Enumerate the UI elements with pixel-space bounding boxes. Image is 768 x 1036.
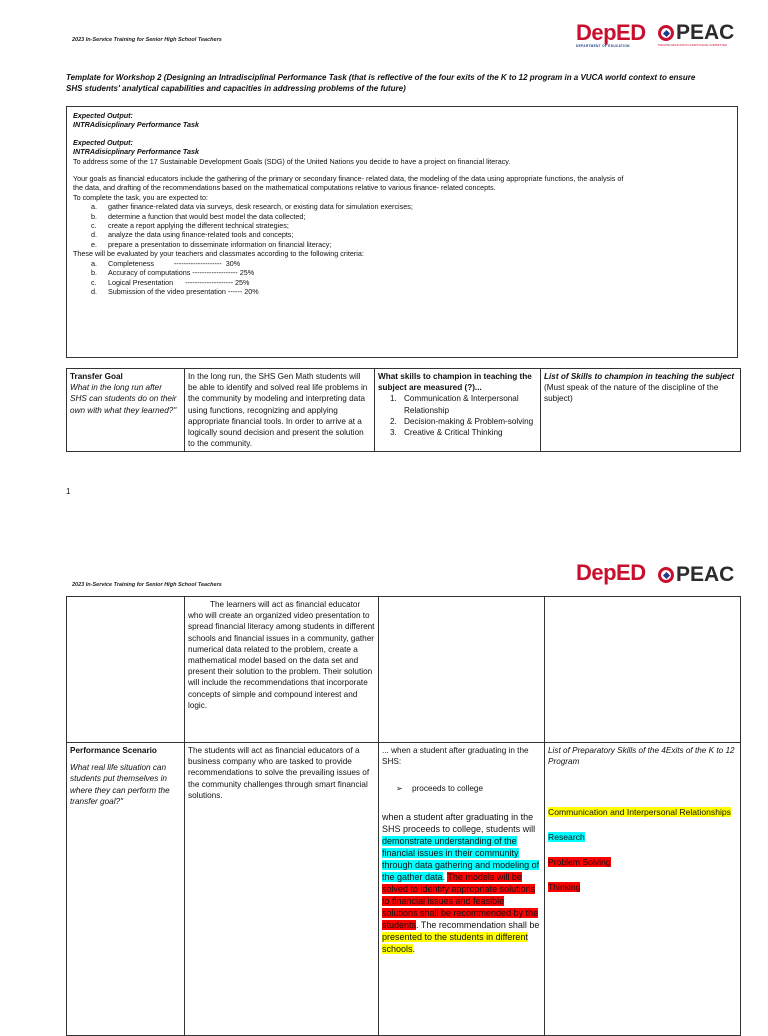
template-title-line1: Template for Workshop 2 (Designing an Intradisciplinal Performance Task (that is reflective of the four exits of the K to 12 program in a VUCA world context to ensure	[66, 73, 696, 82]
empty-cell	[379, 597, 545, 743]
peac-logo-text: PEAC	[676, 563, 735, 586]
performance-scenario-cell	[67, 743, 185, 1036]
table-row	[67, 743, 741, 1036]
list-item: a. gather finance-related data via surveys, desk research, or existing data for simulation exercises;	[91, 202, 413, 212]
expected-output-box	[66, 106, 738, 358]
list-item: b. determine a function that would best model the data collected;	[91, 211, 306, 221]
skills-list	[378, 393, 537, 438]
deped-logo-page2	[576, 562, 646, 584]
transfer-goal-answer: In the long run, the SHS Gen Math students will be able to identify and solved real life problems in the community by modeling and interpreting data using functions, recognizing and applying appropriate financial tools. In order to arrive at a logically sound decision and present the solution to the community.	[188, 372, 368, 449]
scenario-text: The students will act as financial educators of a business company who are tasked to provide recommendations to solve the prevailing issues of the community challenges through smart financial solutions.	[188, 746, 370, 800]
list-item: c. create a report applying the different technical strategies;	[91, 221, 289, 231]
header-title: 2023 In-Service Training for Senior High School Teachers	[72, 37, 222, 43]
task-list	[73, 202, 731, 249]
skills-measured-cell	[375, 369, 541, 452]
deped-logo-text: DepED	[576, 20, 646, 45]
table-row	[67, 597, 741, 743]
expected-output-label-2: Expected Output:	[73, 137, 133, 147]
list-item: d. Submission of the video presentation ------ 20%	[91, 286, 259, 296]
performance-scenario-question: What real life situation can students put themselves in where they can perform the transfer goal?"	[70, 763, 170, 806]
peac-logo	[658, 22, 734, 47]
exit-bullet: proceeds to college	[412, 784, 484, 794]
peac-emblem-icon	[658, 567, 674, 583]
peac-logo-page2	[658, 564, 734, 585]
skills-champion-cell	[541, 369, 741, 452]
preparatory-skills-title: List of Preparatory Skills of the 4Exits of the K to 12 Program	[548, 746, 735, 767]
exit-paragraph: when a student after graduating in the SHS proceeds to college, students will demonstrate understanding of the financial issues in their community through data gathering and modeling of the gather data. The models will be solved to identify appropriate solutions to financial issues and feasible solutions shall be recommended by the students. The recommendation shall be presented to the students in different schools.	[382, 811, 540, 954]
list-item: 2. Decision-making & Problem-solving	[390, 416, 534, 426]
header-title-page2: 2023 In-Service Training for Senior High School Teachers	[72, 582, 222, 588]
list-item: d. analyze the data using finance-related tools and concepts;	[91, 230, 294, 240]
preparatory-skills-list	[548, 807, 737, 893]
list-item	[396, 783, 541, 794]
expected-output-label: Expected Output:	[73, 111, 133, 120]
skills-measured-title: What skills to champion in teaching the subject are measured (?)...	[378, 372, 532, 393]
expected-output-value: INTRAdisicplinary Performance Task	[73, 120, 199, 130]
criteria-intro: These will be evaluated by your teachers and classmates according to the following criteria:	[73, 249, 364, 259]
peac-logo-text: PEAC	[676, 21, 735, 44]
performance-scenario-title: Performance Scenario	[70, 746, 157, 755]
table-row	[67, 369, 741, 452]
list-item: c. Logical Presentation -------------------- 25%	[91, 277, 250, 287]
list-item: Communication and Interpersonal Relationships	[548, 807, 731, 818]
exit-scenario-cell	[379, 743, 545, 1036]
deped-logo-sub: DEPARTMENT OF EDUCATION	[576, 44, 630, 48]
goals-line2: the data, and drafting of the recommendations based on the mathematical computations relative to various finance- related concepts.	[73, 183, 496, 193]
list-item: b. Accuracy of computations ------------------- 25%	[91, 268, 255, 278]
expected-output-value-2: INTRAdisicplinary Performance Task	[73, 147, 199, 157]
list-item: Research	[548, 832, 585, 843]
list-item: e. prepare a presentation to disseminate information on financial literacy;	[91, 239, 332, 249]
list-item: Problem Solving	[548, 857, 611, 868]
performance-scenario-table	[66, 596, 741, 1036]
preparatory-skills-cell	[545, 743, 741, 1036]
peac-logo-sub: PRIVATE EDUCATION ASSISTANCE COMMITTEE	[658, 43, 727, 47]
skills-champion-title: List of Skills to champion in teaching the subject	[544, 372, 735, 381]
template-title	[66, 72, 746, 94]
empty-cell	[67, 597, 185, 743]
exit-intro: ... when a student after graduating in the SHS:	[382, 746, 529, 767]
arrow-bullet-icon: ➢	[396, 784, 403, 794]
skills-champion-note: (Must speak of the nature of the discipline of the subject)	[544, 383, 719, 404]
list-item: a. Completeness -------------------- 30%	[91, 258, 241, 268]
transfer-goal-title: Transfer Goal	[70, 372, 123, 381]
transfer-goal-question: What in the long run after SHS can students do on their own with what they learned?"	[70, 383, 177, 415]
page-number: 1	[66, 487, 71, 496]
template-title-line2: SHS students' analytical capabilities and capacities in addressing problems of the future)	[66, 84, 406, 93]
deped-logo	[576, 22, 646, 48]
task-intro: To complete the task, you are expected to:	[73, 192, 209, 202]
intro-text: To address some of the 17 Sustainable Development Goals (SDG) of the United Nations you decide to have a project on financial literacy.	[73, 156, 511, 166]
deped-logo-text: DepED	[576, 560, 646, 585]
list-item: Thinking	[548, 882, 581, 893]
transfer-goal-cell	[67, 369, 185, 452]
transfer-goal-table	[66, 368, 741, 452]
list-item: 3. Creative & Critical Thinking	[390, 428, 503, 438]
list-item: 1. Communication & Interpersonal Relationship	[390, 394, 519, 415]
transfer-goal-answer-cell	[185, 369, 375, 452]
scenario-text-cell	[185, 743, 379, 1036]
peac-emblem-icon	[658, 25, 674, 41]
goals-line1: Your goals as financial educators include the gathering of the primary or secondary finance- related data, the modeling of the data using appropriate functions, the analysis of	[73, 174, 624, 184]
empty-cell	[545, 597, 741, 743]
role-cell	[185, 597, 379, 743]
role-text: The learners will act as financial educator who will create an organized video presentation to spread financial literacy among students in different schools and financial issues in a community, gather numerical data related to the problem, create a mathematical model based on the data set and present their solution to the problem. Their solution will include the recommendations that incorporate concepts of simple and compound interest and logic.	[188, 600, 375, 710]
criteria-list	[73, 259, 731, 297]
